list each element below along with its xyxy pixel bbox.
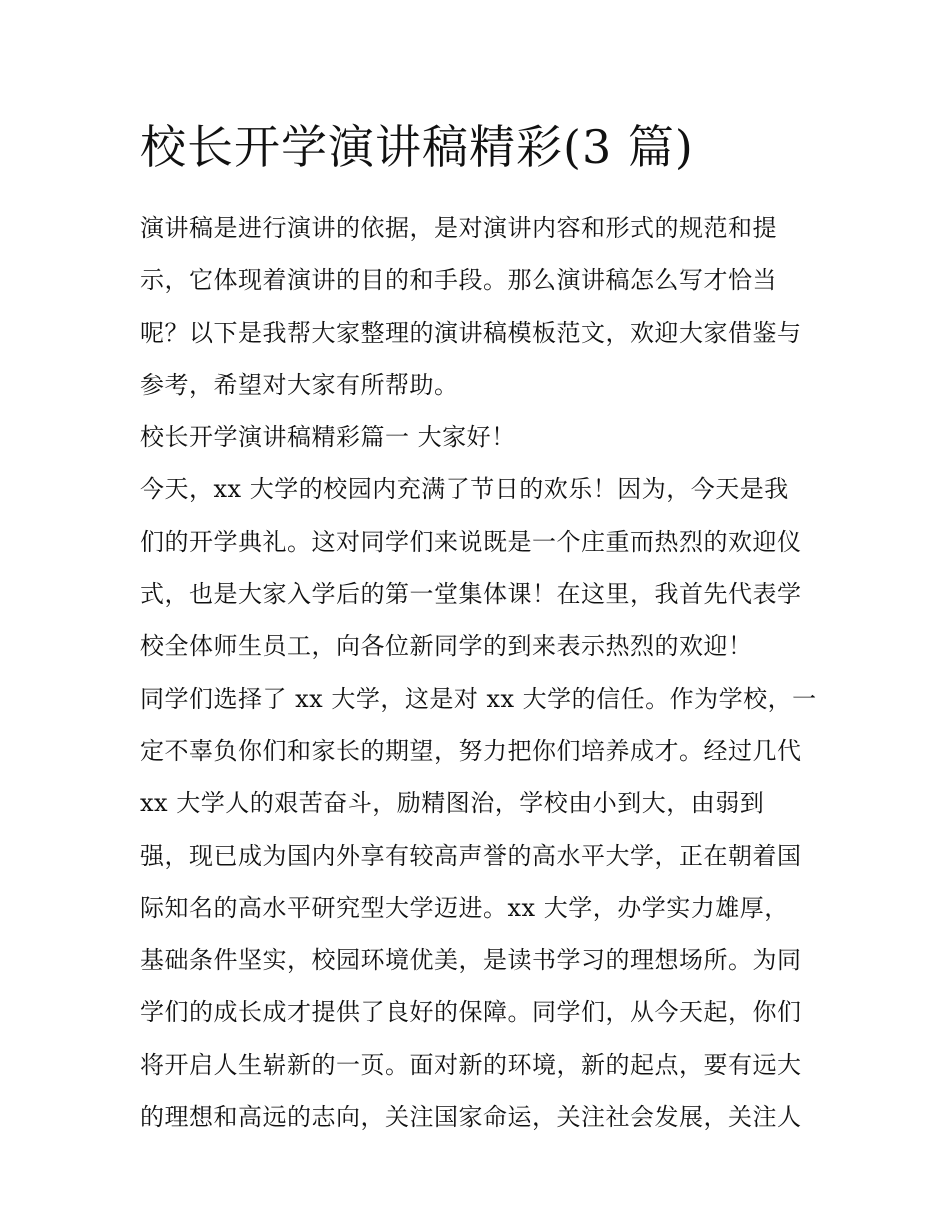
paragraph-line: 定不辜负你们和家长的期望，努力把你们培养成才。经过几代 bbox=[140, 736, 802, 765]
paragraph-line: 今天，xx 大学的校园内充满了节日的欢乐！因为，今天是我 bbox=[140, 475, 789, 504]
paragraph-line: 们的开学典礼。这对同学们来说既是一个庄重而热烈的欢迎仪 bbox=[140, 527, 802, 556]
body-paragraph-1 bbox=[140, 463, 812, 672]
intro-paragraph bbox=[140, 202, 812, 411]
body-paragraph-2 bbox=[140, 673, 817, 1144]
paragraph-line: 的理想和高远的志向，关注国家命运，关注社会发展，关注人 bbox=[140, 1103, 802, 1132]
intro-line: 演讲稿是进行演讲的依据，是对演讲内容和形式的规范和提 bbox=[140, 214, 777, 242]
section-heading-text: 校长开学演讲稿精彩篇一 大家好！ bbox=[140, 423, 516, 452]
paragraph-line: 校全体师生员工，向各位新同学的到来表示热烈的欢迎！ bbox=[140, 632, 753, 661]
paragraph-line: 强，现已成为国内外享有较高声誉的高水平大学，正在朝着国 bbox=[140, 841, 802, 870]
paragraph-line: 基础条件坚实，校园环境优美，是读书学习的理想场所。为同 bbox=[140, 946, 802, 975]
paragraph-line: 同学们选择了 xx 大学，这是对 xx 大学的信任。作为学校，一 bbox=[140, 684, 817, 713]
paragraph-line: 将开启人生崭新的一页。面对新的环境，新的起点，要有远大 bbox=[140, 1050, 802, 1079]
paragraph-line: 际知名的高水平研究型大学迈进。xx 大学，办学实力雄厚， bbox=[140, 893, 789, 922]
paragraph-line: 学们的成长成才提供了良好的保障。同学们，从今天起，你们 bbox=[140, 998, 802, 1027]
intro-line: 呢？以下是我帮大家整理的演讲稿模板范文，欢迎大家借鉴与 bbox=[140, 318, 802, 347]
document-page bbox=[140, 112, 817, 1143]
section-heading bbox=[140, 411, 812, 463]
intro-line: 示，它体现着演讲的目的和手段。那么演讲稿怎么写才恰当 bbox=[140, 266, 777, 295]
document-title: 校长开学演讲稿精彩(3 篇) bbox=[140, 120, 694, 174]
paragraph-line: 式，也是大家入学后的第一堂集体课！在这里，我首先代表学 bbox=[140, 580, 802, 609]
intro-line: 参考，希望对大家有所帮助。 bbox=[140, 370, 459, 399]
paragraph-line: xx 大学人的艰苦奋斗，励精图治，学校由小到大，由弱到 bbox=[140, 789, 765, 818]
